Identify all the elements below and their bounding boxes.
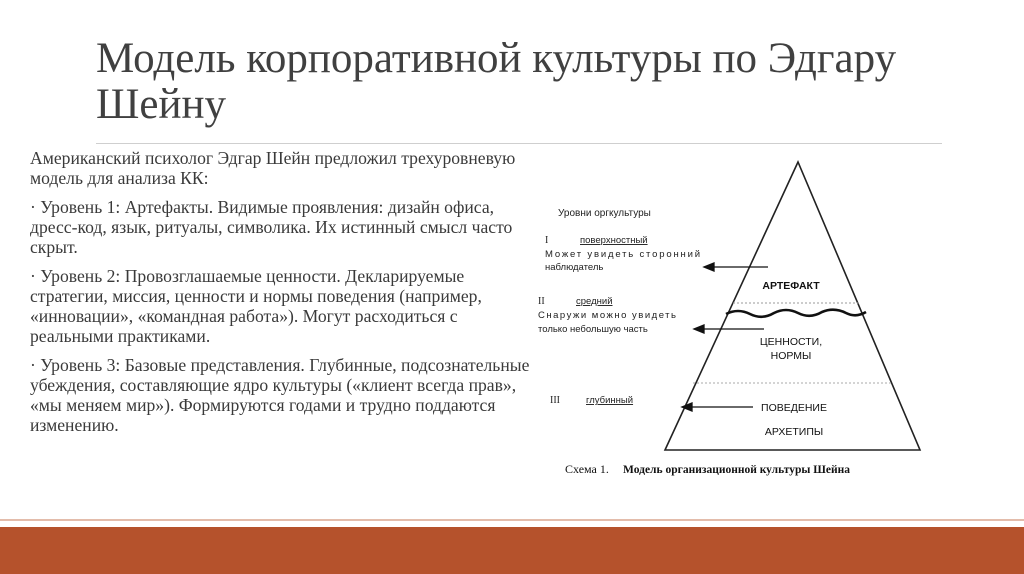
diagram-caption: Модель организационной культуры Шейна — [623, 464, 850, 476]
intro-paragraph: Американский психолог Эдгар Шейн предложил трехуровневую модель для анализа КК: — [30, 148, 516, 188]
level1-paragraph: · Уровень 1: Артефакты. Видимые проявления: дизайн офиса, дресс-код, язык, ритуалы, символика. Их истинный смысл часто скрыт. — [30, 197, 513, 257]
title-divider — [96, 143, 942, 144]
level1-num: I — [545, 235, 549, 246]
pyramid-diagram — [528, 160, 948, 490]
page-title: Модель корпоративной культуры по Эдгару Шейну — [96, 35, 897, 128]
levels-heading: Уровни оргкультуры — [558, 208, 651, 219]
zone-values-line2: НОРМЫ — [770, 350, 812, 362]
arrow-level2 — [694, 325, 764, 333]
zone-behavior-line2: АРХЕТИПЫ — [764, 426, 824, 438]
level2-paragraph: · Уровень 2: Провозглашаемые ценности. Декларируемые стратегии, миссия, ценности и нормы поведения (например, «инновации», «командная работа»). Могут расходиться с реальными практиками. — [30, 266, 482, 346]
arrow-level1 — [704, 263, 768, 271]
level1-desc1: Может увидеть сторонний — [545, 249, 700, 260]
level3-num: III — [550, 395, 560, 406]
level1-name: поверхностный — [580, 235, 648, 246]
body-text — [30, 148, 530, 444]
footer-band — [0, 527, 1024, 574]
arrow-level3 — [682, 403, 753, 411]
level2-num: II — [538, 296, 545, 307]
level3-paragraph: · Уровень 3: Базовые представления. Глубинные, подсознательные убеждения, составляющие ядро культуры («клиент всегда прав», «мы меняем мир»). Формируются годами и трудно поддаются изменению. — [30, 355, 530, 435]
level2-name: средний — [576, 296, 613, 307]
zone-artifact: АРТЕФАКТ — [762, 280, 820, 292]
footer-accent-line — [0, 519, 1024, 521]
diagram-caption-prefix: Схема 1. — [565, 462, 609, 476]
level3-name: глубинный — [586, 395, 634, 406]
level2-desc1: Снаружи можно увидеть — [538, 310, 676, 321]
separator-wavy — [726, 310, 866, 317]
zone-behavior-line1: ПОВЕДЕНИЕ — [761, 402, 827, 414]
level2-desc2: только небольшую часть — [538, 324, 648, 335]
zone-values-line1: ЦЕННОСТИ, — [759, 336, 823, 348]
level1-desc2: наблюдатель — [545, 262, 604, 273]
